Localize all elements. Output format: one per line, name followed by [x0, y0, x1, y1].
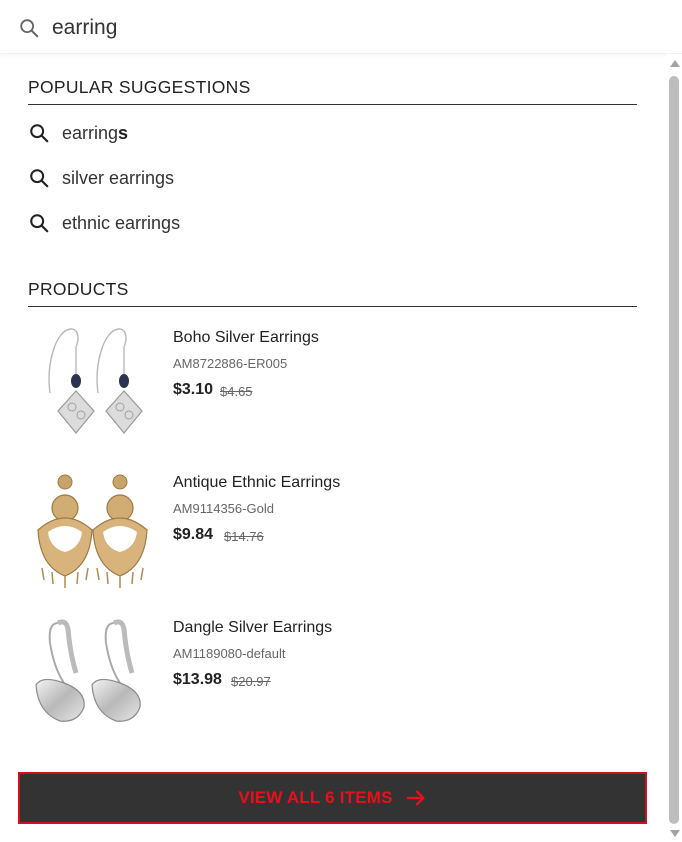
- product-sku: AM1189080-default: [173, 646, 286, 661]
- product-image-antique-ethnic-earrings: [28, 468, 158, 598]
- product-price: $9.84: [173, 526, 214, 543]
- suggestion-label: ethnic earrings: [62, 212, 181, 233]
- search-results-panel: [0, 54, 666, 842]
- product-sku: AM8722886-ER005: [173, 356, 288, 371]
- product-image-boho-silver-earrings: [28, 323, 158, 453]
- product-old-price: $20.97: [231, 674, 271, 689]
- suggestion-item[interactable]: [28, 118, 428, 148]
- search-icon: [28, 212, 50, 234]
- search-input[interactable]: [52, 13, 612, 43]
- suggestion-item[interactable]: [28, 163, 428, 193]
- search-bar: [0, 0, 682, 54]
- product-name: Dangle Silver Earrings: [173, 619, 333, 636]
- search-icon: [28, 167, 50, 189]
- product-old-price: $4.65: [220, 384, 253, 399]
- product-price: $13.98: [173, 671, 222, 688]
- scroll-up-arrow-icon[interactable]: [670, 60, 680, 67]
- search-icon[interactable]: [18, 17, 40, 39]
- suggestion-item[interactable]: [28, 208, 428, 238]
- product-name: Antique Ethnic Earrings: [173, 474, 341, 491]
- scrollbar-thumb[interactable]: [669, 76, 679, 824]
- product-image-dangle-silver-earrings: [28, 613, 158, 743]
- product-old-price: $14.76: [224, 529, 264, 544]
- suggestion-label: earrings: [62, 122, 129, 143]
- scroll-down-arrow-icon[interactable]: [670, 830, 680, 837]
- product-name: Boho Silver Earrings: [173, 329, 319, 346]
- view-all-label: VIEW ALL 6 ITEMS: [238, 788, 393, 807]
- product-sku: AM9114356-Gold: [173, 501, 274, 516]
- view-all-button[interactable]: [18, 772, 647, 824]
- popular-suggestions-title: POPULAR SUGGESTIONS: [28, 77, 637, 105]
- suggestion-label: silver earrings: [62, 167, 175, 188]
- product-item[interactable]: [28, 613, 638, 743]
- arrow-right-icon: [405, 787, 427, 809]
- scrollbar[interactable]: [666, 54, 682, 842]
- search-icon: [28, 122, 50, 144]
- product-item[interactable]: [28, 323, 638, 453]
- products-title: PRODUCTS: [28, 279, 637, 307]
- product-price: $3.10: [173, 381, 214, 398]
- product-item[interactable]: [28, 468, 638, 598]
